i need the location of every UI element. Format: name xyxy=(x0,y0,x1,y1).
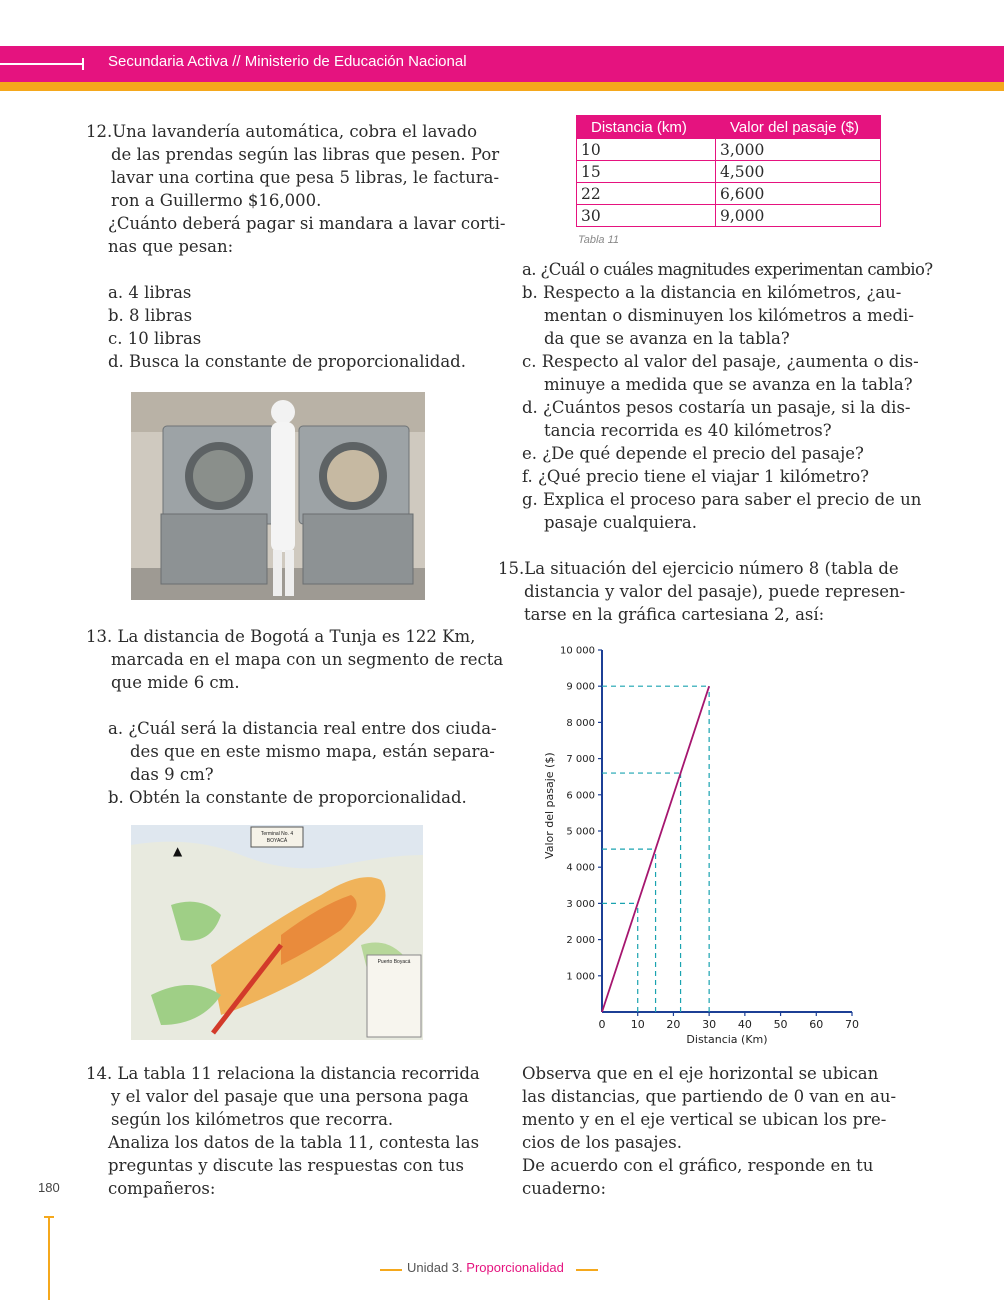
x-tick-label: 30 xyxy=(702,1018,717,1031)
x-tick-label: 20 xyxy=(666,1018,681,1031)
ex15-line-2: distancia y valor del pasaje), puede represen- xyxy=(524,582,906,601)
map-label-region: BOYACÁ xyxy=(266,838,288,844)
ex12-line-4: ron a Guillermo $16,000. xyxy=(111,191,322,210)
footer-text xyxy=(407,1260,564,1275)
map-label-legend: Puerto Boyacá xyxy=(377,959,411,965)
ex13-item-a-3: das 9 cm? xyxy=(130,765,214,784)
ex15-line-3: tarse en la gráfica cartesiana 2, así: xyxy=(524,605,825,624)
header-line xyxy=(0,63,82,65)
table-header-row xyxy=(577,116,881,139)
header-title: Secundaria Activa // Ministerio de Educación Nacional xyxy=(108,53,467,70)
table-cell-fare: 9,000 xyxy=(716,205,881,227)
ex12-item-c: c. 10 libras xyxy=(108,329,202,348)
question-g-2: pasaje cualquiera. xyxy=(544,513,698,532)
table-row xyxy=(577,161,881,183)
x-tick-label: 10 xyxy=(630,1018,645,1031)
observa-line-6: cuaderno: xyxy=(522,1179,607,1198)
margin-line xyxy=(48,1218,50,1300)
ex12-item-b: b. 8 libras xyxy=(108,306,193,325)
ex12-item-a: a. 4 libras xyxy=(108,283,192,302)
x-tick-label: 0 xyxy=(598,1018,606,1031)
y-tick-label: 8 000 xyxy=(566,717,595,729)
ex13-item-a-2: des que en este mismo mapa, están separa- xyxy=(130,742,495,761)
x-tick-label: 50 xyxy=(773,1018,788,1031)
question-g-1: g. Explica el proceso para saber el precio de un xyxy=(522,490,922,509)
y-tick-label: 1 000 xyxy=(566,971,595,983)
header-tick xyxy=(82,58,84,70)
y-tick-label: 2 000 xyxy=(566,935,595,947)
ex12-line-2: de las prendas según las libras que pesen. Por xyxy=(111,145,500,164)
question-b-3: da que se avanza en la tabla? xyxy=(544,329,790,348)
x-tick-label: 40 xyxy=(737,1018,752,1031)
ex14-line-3: según los kilómetros que recorra. xyxy=(111,1110,394,1129)
observa-line-1: Observa que en el eje horizontal se ubican xyxy=(522,1064,879,1083)
table-row xyxy=(577,183,881,205)
ex12-item-d: d. Busca la constante de proporcionalidad. xyxy=(108,352,466,371)
footer-unit: Unidad 3. xyxy=(407,1260,463,1275)
table-row xyxy=(577,139,881,161)
ex13-item-b: b. Obtén la constante de proporcionalidad. xyxy=(108,788,467,807)
footer-dash-right xyxy=(576,1269,598,1271)
table-cell-fare: 4,500 xyxy=(716,161,881,183)
y-tick-label: 5 000 xyxy=(566,826,595,838)
map-label-terminal: Terminal No. 4 xyxy=(260,831,294,837)
footer-dash-left xyxy=(380,1269,402,1271)
ex12-line-5: ¿Cuánto deberá pagar si mandara a lavar corti- xyxy=(108,214,506,233)
y-tick-label: 10 000 xyxy=(560,645,595,657)
ex15-line-1: 15.La situación del ejercicio número 8 (tabla de xyxy=(498,559,899,578)
laundry-photo xyxy=(131,392,425,600)
ex12-line-1: 12.Una lavandería automática, cobra el lavado xyxy=(86,122,478,141)
fare-distance-chart xyxy=(530,640,870,1052)
question-c-1: c. Respecto al valor del pasaje, ¿aumenta o dis- xyxy=(522,352,919,371)
y-tick-label: 3 000 xyxy=(566,898,595,910)
ex13-line-2: marcada en el mapa con un segmento de recta xyxy=(111,650,504,669)
question-c-2: minuye a medida que se avanza en la tabla? xyxy=(544,375,913,394)
ex14-line-1: 14. La tabla 11 relaciona la distancia recorrida xyxy=(86,1064,480,1083)
ex12-line-6: nas que pesan: xyxy=(108,237,234,256)
table-cell-fare: 6,600 xyxy=(716,183,881,205)
ex14-line-2: y el valor del pasaje que una persona paga xyxy=(111,1087,469,1106)
ex13-line-1: 13. La distancia de Bogotá a Tunja es 122 Km, xyxy=(86,627,476,646)
observa-line-3: mento y en el eje vertical se ubican los pre- xyxy=(522,1110,887,1129)
table-header-fare: Valor del pasaje ($) xyxy=(716,116,881,139)
x-axis-label: Distancia (Km) xyxy=(686,1033,768,1046)
question-b-1: b. Respecto a la distancia en kilómetros, ¿au- xyxy=(522,283,902,302)
table-cell-distance: 22 xyxy=(577,183,716,205)
x-tick-label: 70 xyxy=(845,1018,859,1031)
ex12-line-3: lavar una cortina que pesa 5 libras, le factura- xyxy=(111,168,500,187)
ex14-line-4: Analiza los datos de la tabla 11, contesta las xyxy=(108,1133,480,1152)
svg-text:▲: ▲ xyxy=(173,844,183,858)
question-b-2: mentan o disminuyen los kilómetros a medi- xyxy=(544,306,914,325)
table-cell-fare: 3,000 xyxy=(716,139,881,161)
x-tick-label: 60 xyxy=(809,1018,824,1031)
question-d-2: tancia recorrida es 40 kilómetros? xyxy=(544,421,832,440)
ex14-line-5: preguntas y discute las respuestas con tus xyxy=(108,1156,464,1175)
y-tick-label: 7 000 xyxy=(566,754,595,766)
distance-fare-table xyxy=(576,115,881,227)
observa-line-4: cios de los pasajes. xyxy=(522,1133,682,1152)
question-e: e. ¿De qué depende el precio del pasaje? xyxy=(522,444,864,463)
y-tick-label: 4 000 xyxy=(566,862,595,874)
y-tick-label: 9 000 xyxy=(566,681,595,693)
observa-line-5: De acuerdo con el gráfico, responde en tu xyxy=(522,1156,874,1175)
table-cell-distance: 15 xyxy=(577,161,716,183)
ex13-item-a-1: a. ¿Cuál será la distancia real entre dos ciuda- xyxy=(108,719,497,738)
ex13-line-3: que mide 6 cm. xyxy=(111,673,240,692)
table-caption: Tabla 11 xyxy=(578,234,619,246)
footer-chapter: Proporcionalidad xyxy=(466,1260,564,1275)
observa-line-2: las distancias, que partiendo de 0 van en au- xyxy=(522,1087,897,1106)
question-a: a. ¿Cuál o cuáles magnitudes experimentan cambio? xyxy=(522,260,933,279)
boyaca-map xyxy=(131,825,423,1040)
header-band xyxy=(0,46,1004,82)
question-d-1: d. ¿Cuántos pesos costaría un pasaje, si la dis- xyxy=(522,398,911,417)
table-cell-distance: 10 xyxy=(577,139,716,161)
question-f: f. ¿Qué precio tiene el viajar 1 kilómetro? xyxy=(522,467,869,486)
y-tick-label: 6 000 xyxy=(566,790,595,802)
y-axis-label: Valor del pasaje ($) xyxy=(543,752,556,859)
table-header-distance: Distancia (km) xyxy=(577,116,716,139)
page-number: 180 xyxy=(38,1180,60,1195)
ex14-line-6: compañeros: xyxy=(108,1179,216,1198)
header-stripe xyxy=(0,82,1004,91)
table-row xyxy=(577,205,881,227)
table-cell-distance: 30 xyxy=(577,205,716,227)
